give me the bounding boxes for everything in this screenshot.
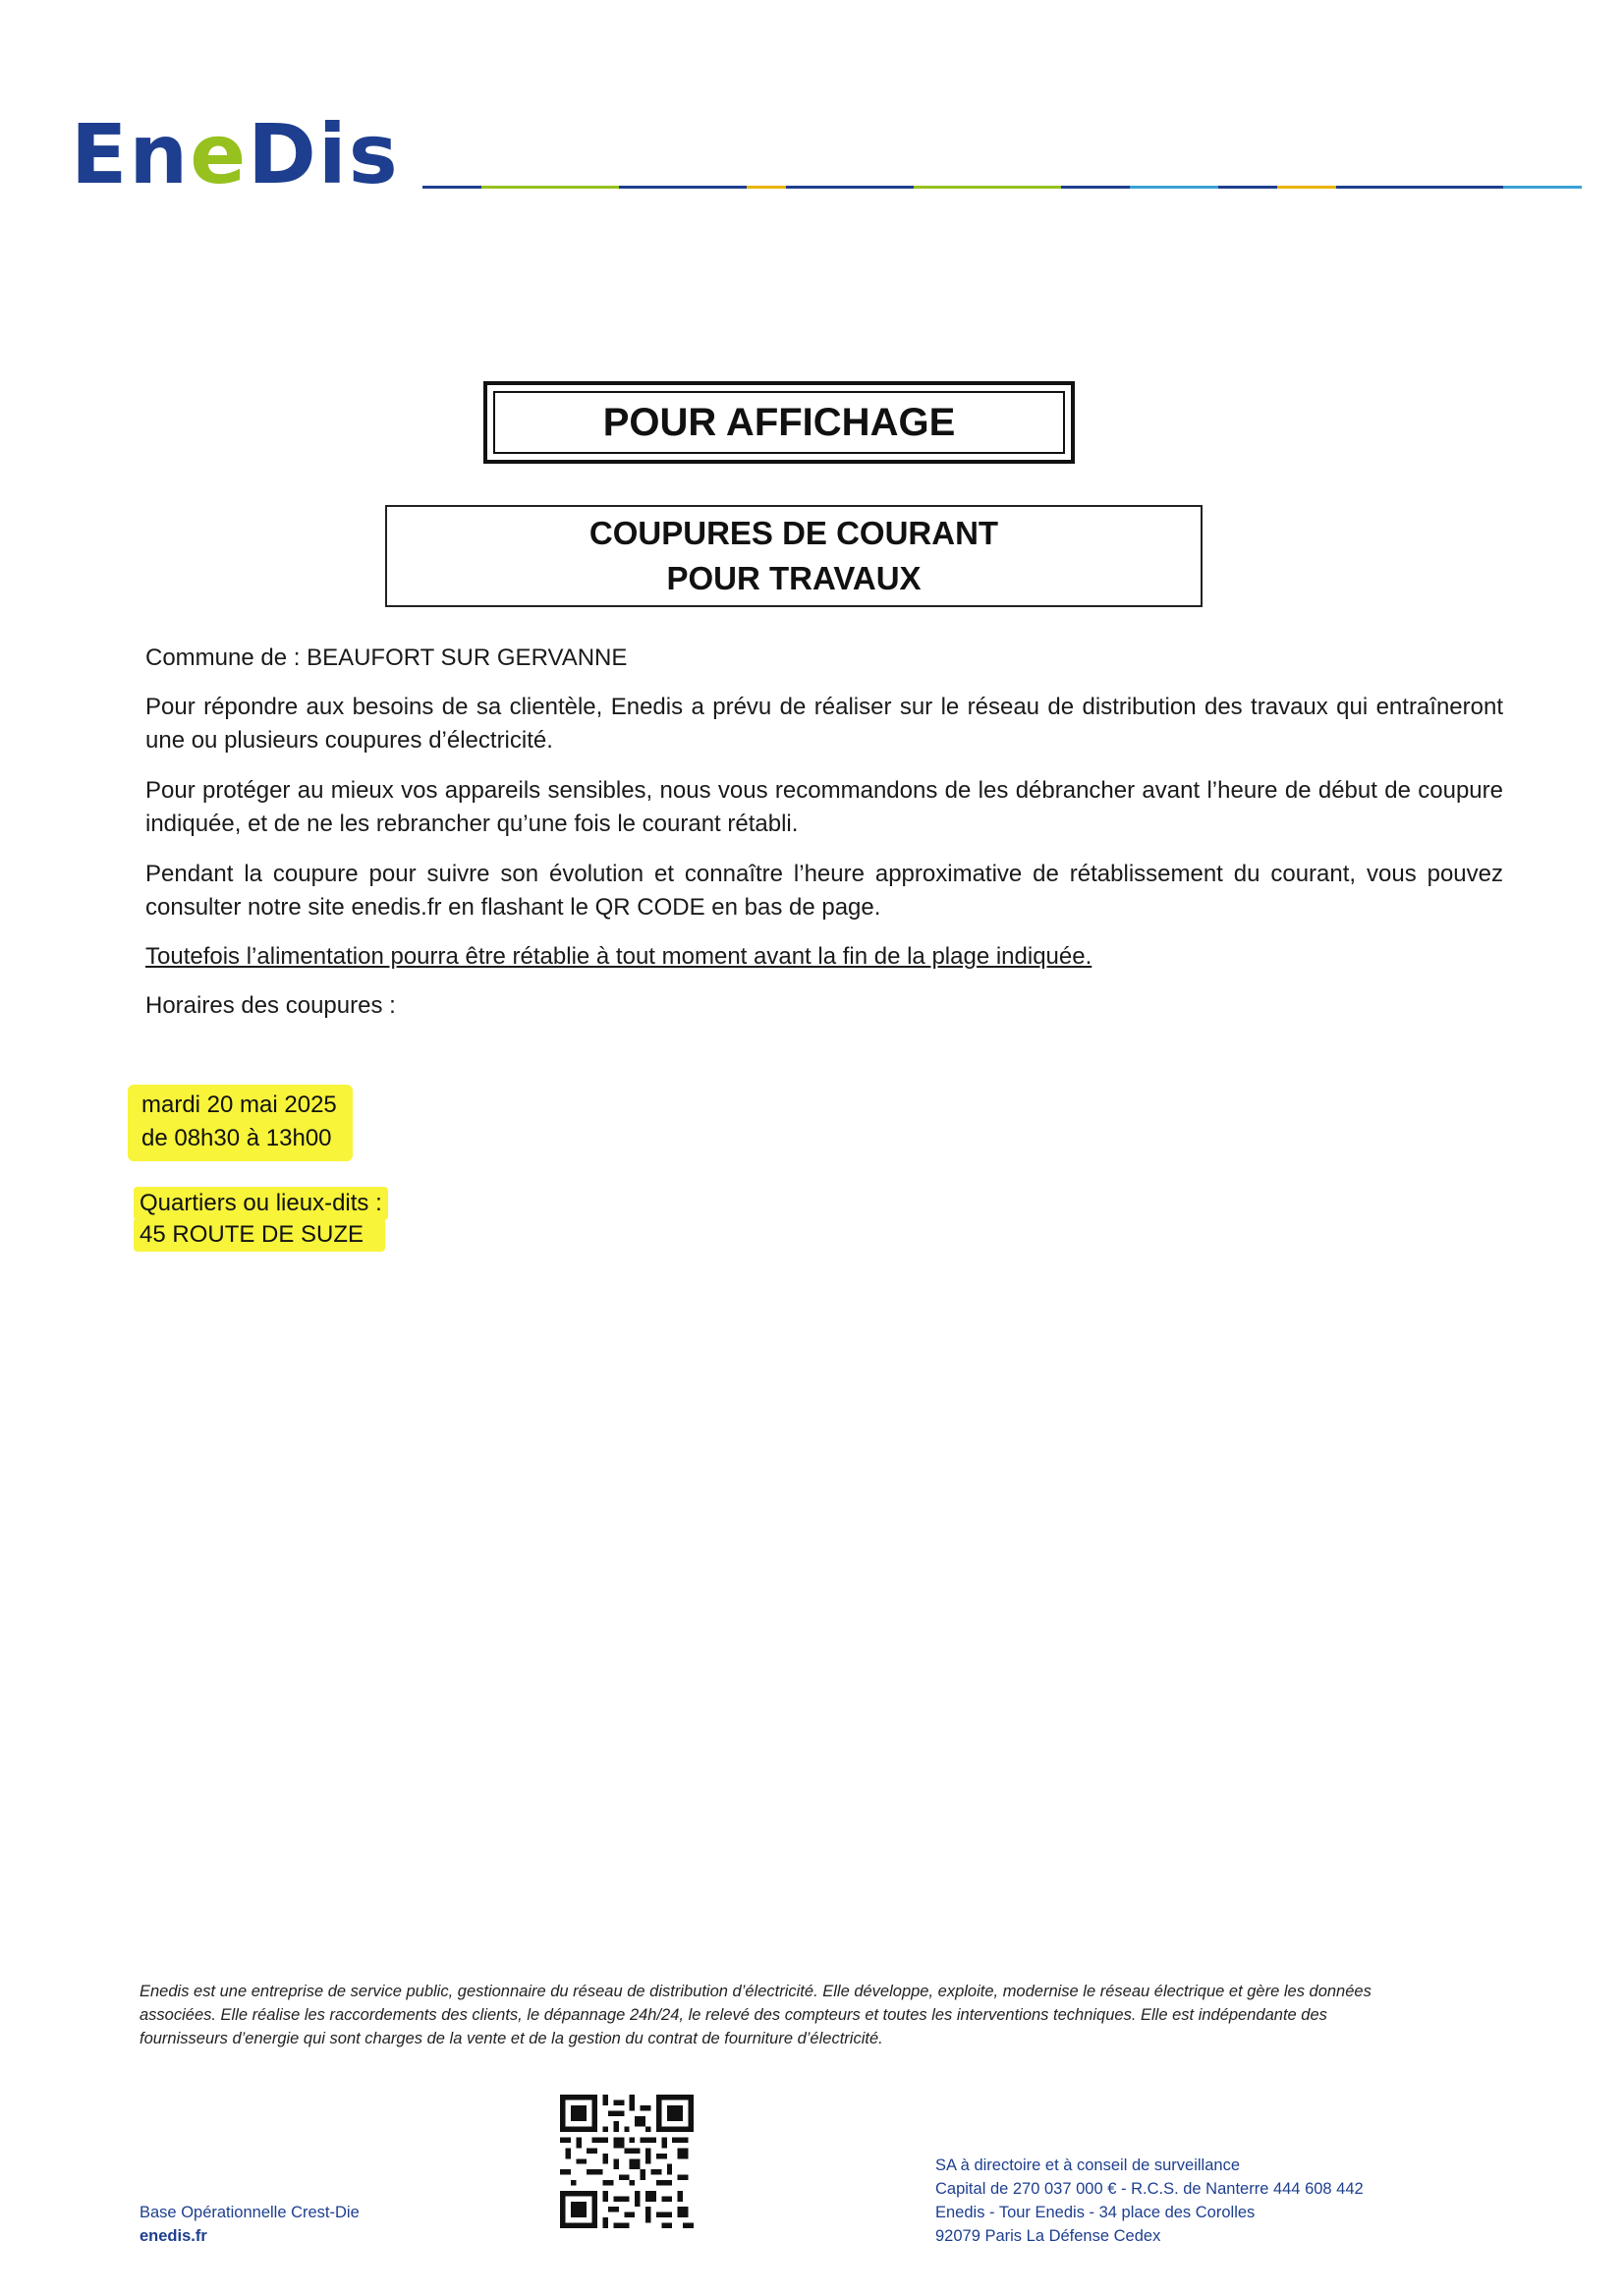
restoration-warning: Toutefois l’alimentation pourra être rétablie à tout moment avant la fin de la plage indiquée. bbox=[145, 943, 1092, 970]
outage-date: mardi 20 mai 2025 bbox=[141, 1092, 337, 1118]
footer-base-name: Base Opérationnelle Crest-Die bbox=[140, 2204, 360, 2221]
outage-schedule bbox=[128, 1085, 353, 1161]
qr-code-icon[interactable] bbox=[560, 2095, 694, 2228]
footer-site-info bbox=[140, 2201, 360, 2248]
logo-wordmark: EneDis bbox=[71, 106, 400, 202]
commune-line: Commune de : BEAUFORT SUR GERVANNE bbox=[145, 644, 628, 671]
footer-website-link[interactable]: enedis.fr bbox=[140, 2227, 207, 2245]
paragraph-works: Pour répondre aux besoins de sa clientèle, Enedis a prévu de réaliser sur le réseau de distribution des travaux qui entraîneront une ou plusieurs coupures d’électricité. bbox=[145, 694, 1503, 754]
location-block bbox=[134, 1187, 388, 1252]
subtitle-line-1: COUPURES DE COURANT bbox=[588, 515, 999, 551]
subtitle-line-2: POUR TRAVAUX bbox=[666, 560, 922, 596]
outage-time: de 08h30 à 13h00 bbox=[141, 1125, 332, 1151]
display-title-box bbox=[483, 381, 1075, 464]
subtitle-box bbox=[385, 505, 1203, 607]
paragraph-follow-up: Pendant la coupure pour suivre son évolution et connaître l’heure approximative de rétablissement du courant, vous pouvez consulter notre site enedis.fr en flashant le QR CODE en bas de page. bbox=[145, 861, 1503, 921]
footer-company-info: SA à directoire et à conseil de surveillance Capital de 270 037 000 € - R.C.S. de Nanterre 444 608 442 Enedis - Tour Enedis - 34 place des Corolles 92079 Paris La Défense Cedex bbox=[935, 2156, 1364, 2245]
enedis-logo bbox=[71, 106, 424, 202]
header-rule bbox=[422, 185, 1582, 191]
legal-notice: Enedis est une entreprise de service public, gestionnaire du réseau de distribution d’électricité. Elle développe, exploite, modernise le réseau électrique et gère les données associées. Elle réalise les raccordements des clients, le dépannage 24h/24, le relevé des compteurs et toutes les interventions techniques. Elle est indépendante des fournisseurs d’energie qui sont charges de la vente et de la gestion du contrat de fourniture d’électricité. bbox=[140, 1983, 1372, 2047]
page-title: POUR AFFICHAGE bbox=[602, 400, 956, 444]
location-value: 45 ROUTE DE SUZE bbox=[134, 1218, 385, 1252]
location-label: Quartiers ou lieux-dits : bbox=[134, 1187, 388, 1220]
paragraph-appliances: Pour protéger au mieux vos appareils sensibles, nous vous recommandons de les débrancher avant l’heure de début de coupure indiquée, et de ne les rebrancher qu’une fois le courant rétabli. bbox=[145, 777, 1503, 837]
schedule-label: Horaires des coupures : bbox=[145, 992, 396, 1019]
